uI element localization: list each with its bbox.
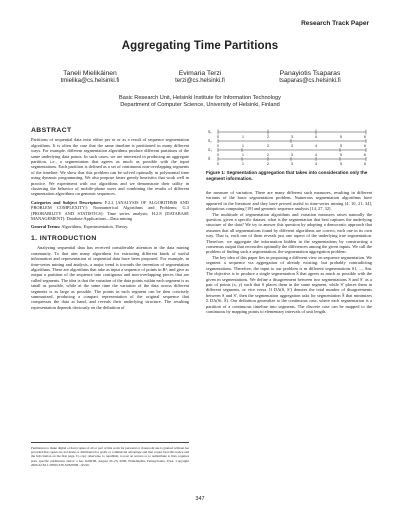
- tick-label: 0: [217, 153, 219, 157]
- categories-text: F.2.2 [ANALYSIS OF ALGORITHMS AND PROBLEM COMPLEXITY]: Nonnumerical Algorithms and Problems; G.3 [PROBABILITY AND STATISTICS]: Time series analysis; H.2.8 [DATABASE MANAGEMENT]: Database Applications—Data mining: [31, 199, 189, 222]
- tick-label: 6: [364, 144, 366, 148]
- tick-label: 0: [217, 162, 219, 166]
- paper-title: Aggregating Time Partitions: [121, 40, 279, 52]
- tick-label: 1: [242, 144, 244, 148]
- tick-label: 1: [242, 135, 244, 139]
- tick-label: 3: [291, 153, 293, 157]
- left-column: [31, 128, 189, 310]
- affiliation: [0, 95, 400, 109]
- row-label: S₃: [208, 148, 212, 152]
- authors-block: [40, 70, 360, 84]
- author-1: [40, 70, 140, 84]
- author-email: terzi@cs.helsinki.fi: [175, 78, 225, 84]
- author-2: [150, 70, 250, 84]
- row-label: S₂: [208, 139, 212, 143]
- tick-label: 2: [267, 135, 269, 139]
- author-name: Taneli Mielikäinen: [63, 70, 117, 77]
- author-3: [260, 70, 360, 84]
- tick-label: 4: [315, 135, 317, 139]
- tick-label: 1: [242, 162, 244, 166]
- intro-heading: 1. INTRODUCTION: [31, 234, 97, 242]
- tick-label: 3: [291, 144, 293, 148]
- tick-label: 5: [340, 153, 342, 157]
- row-label: S₁: [208, 130, 212, 134]
- tick-label: 5: [340, 135, 342, 139]
- intro-paragraph-3: The multitude of segmentation algorithms and variation measures raises naturally the question, given a specific dataset, what is the segmentation that best captures the underlying structure of the data? We try to answer this question by adopting a democratic approach that assumes that all segmentations found by different algorithms are correct, each one in its own way. That is, each one of them reveals just one aspect of the underlying true segmentation. Therefore, we aggregate the information hidden in the segmentations by constructing a consensus output that reconciles optimally the differences among the given inputs. We call the problem of finding such a segmentation, the segmentation aggregation problem.: [206, 211, 372, 255]
- tick-label: 6: [364, 135, 366, 139]
- tick-label: 3: [291, 135, 293, 139]
- author-email: tmielika@cs.helsinki.fi: [60, 78, 120, 84]
- intro-paragraph-2: the measure of variation. There are many different such measures, resulting in different variants of the basic segmentation problem. Numerous segmentation algorithms have appeared in the literature and they have proved useful in time-series mining [4, 10, 21, 34], ubiquitous computing [19] and genomic sequence analysis [14, 27, 32].: [206, 190, 372, 212]
- right-column: [206, 190, 372, 314]
- copyright-footnote: Permission to make digital or hard copies of all or part of this work for personal or classroom use is granted without fee provided that copies are not made or distributed for profit or commercial advantage and that copies bear this notice and the full citation on the first page. To copy otherwise, to republish, to post on servers or to redistribute to lists, requires prior specific permission and/or a fee. KDD'06, August 20–23, 2006, Philadelphia, Pennsylvania, USA. Copyright 2006 ACM 1-59593-339-5/06/0008 ...$5.00.: [31, 442, 189, 467]
- abstract-text: Partitions of sequential data exist either per se or as a result of sequence segmentation algorithms. It is often the case that the same timeline is partitioned in many different ways. For example, different segmentation algorithms produce different partitions of the same underlying data points. In such cases, we are interested in producing an aggregate partition, i.e., a segmentation that agrees as much as possible with the input segmentations. Each partition is defined as a set of continuous non-overlapping segments of the timeline. We show that this problem can be solved optimally in polynomial time using dynamic programming. We also propose faster greedy heuristics that work well in practice. We experiment with our algorithms and we demonstrate their utility in clustering the behavior of mobile-phone users and combining the results of different segmentation algorithms on genomic sequences.: [31, 137, 189, 197]
- page-number: 347: [195, 496, 205, 502]
- categories-label: Categories and Subject Descriptors:: [31, 199, 103, 205]
- tick-label: 4: [315, 162, 317, 166]
- segmentation-diagram: [206, 128, 372, 166]
- intro-paragraph-4: The key idea of this paper lies in proposing a different view on sequence segmentation. We segment a sequence via aggregation of already existing, but probably contradicting segmentations. Therefore, the input to our problem is m different segmentations S1, ..., Sm. The objective is to produce a single segmentation Ŝ that agrees as much as possible with the given m segmentations. We define a disagreement between two segmentations S and S′ as a pair of points (x, y) such that S places them in the same segment, while S′ places them in different segments, or vice versa. If DA(S, S′) denotes the total number of disagreements between S and S′, then the segmentation aggregation asks for segmentation Ŝ that minimizes Σ DA(Si, Ŝ). Our definition generalize to the continuous case, where each segmentation is a partition of a continuous timeline into segments. The discrete case can be mapped to the continuous by mapping points to elementary intervals of unit length.: [206, 254, 372, 314]
- tick-label: 1: [242, 153, 244, 157]
- tick-label: 0: [217, 135, 219, 139]
- abstract-heading: ABSTRACT: [31, 127, 72, 134]
- tick-label: 5: [340, 162, 342, 166]
- tick-label: 2: [267, 144, 269, 148]
- tick-label: 6: [364, 153, 366, 157]
- tick-label: 2: [267, 153, 269, 157]
- affiliation-line: Department of Computer Science, University of Helsinki, Finland: [120, 102, 280, 109]
- tick-label: 2: [267, 162, 269, 166]
- affiliation-line: Basic Research Unit, Helsinki Institute for Information Technology: [119, 95, 281, 101]
- general-terms: [31, 224, 189, 229]
- tick-label: 5: [340, 144, 342, 148]
- tick-label: 6: [364, 162, 366, 166]
- author-email: tsaparas@cs.helsinki.fi: [279, 78, 341, 84]
- track-label: Research Track Paper: [301, 20, 369, 27]
- tick-label: 4: [315, 153, 317, 157]
- row-label: Ŝ: [208, 157, 211, 161]
- general-terms-text: Algorithms, Experimentation, Theory.: [61, 223, 129, 229]
- author-name: Evimaria Terzi: [178, 70, 222, 77]
- tick-label: 4: [315, 144, 317, 148]
- figure-caption: Figure 1: Segmentation aggregation that takes into consideration only the segment information.: [206, 170, 368, 181]
- general-terms-label: General Terms:: [31, 223, 61, 229]
- author-name: Panayiotis Tsaparas: [279, 70, 341, 77]
- intro-paragraph-1: Analyzing sequential data has received considerable attention in the data mining community. To that aim many algorithms for extracting different kinds of useful information and representation of sequential data have been proposed. For example, in time-series mining and analysis, a major trend is towards the invention of segmentation algorithms. These are algorithms that take as input a sequence of points in Rᵈ, and give as output a partition of the sequence into contiguous and non-overlapping pieces that are called segments. The idea is that the variation of the data points within each segment is as small as possible, while at the same time the variation of the data across different segments is as large as possible. The points in each segment can be then concisely summarized, producing a compact representation of the original sequence that compresses the data at hand, and reveals their underlying structure. The resulting representation depends obviously on the definition of: [31, 245, 189, 310]
- figure-1: [206, 128, 372, 166]
- tick-label: 0: [217, 144, 219, 148]
- categories: [31, 200, 189, 222]
- tick-label: 3: [291, 162, 293, 166]
